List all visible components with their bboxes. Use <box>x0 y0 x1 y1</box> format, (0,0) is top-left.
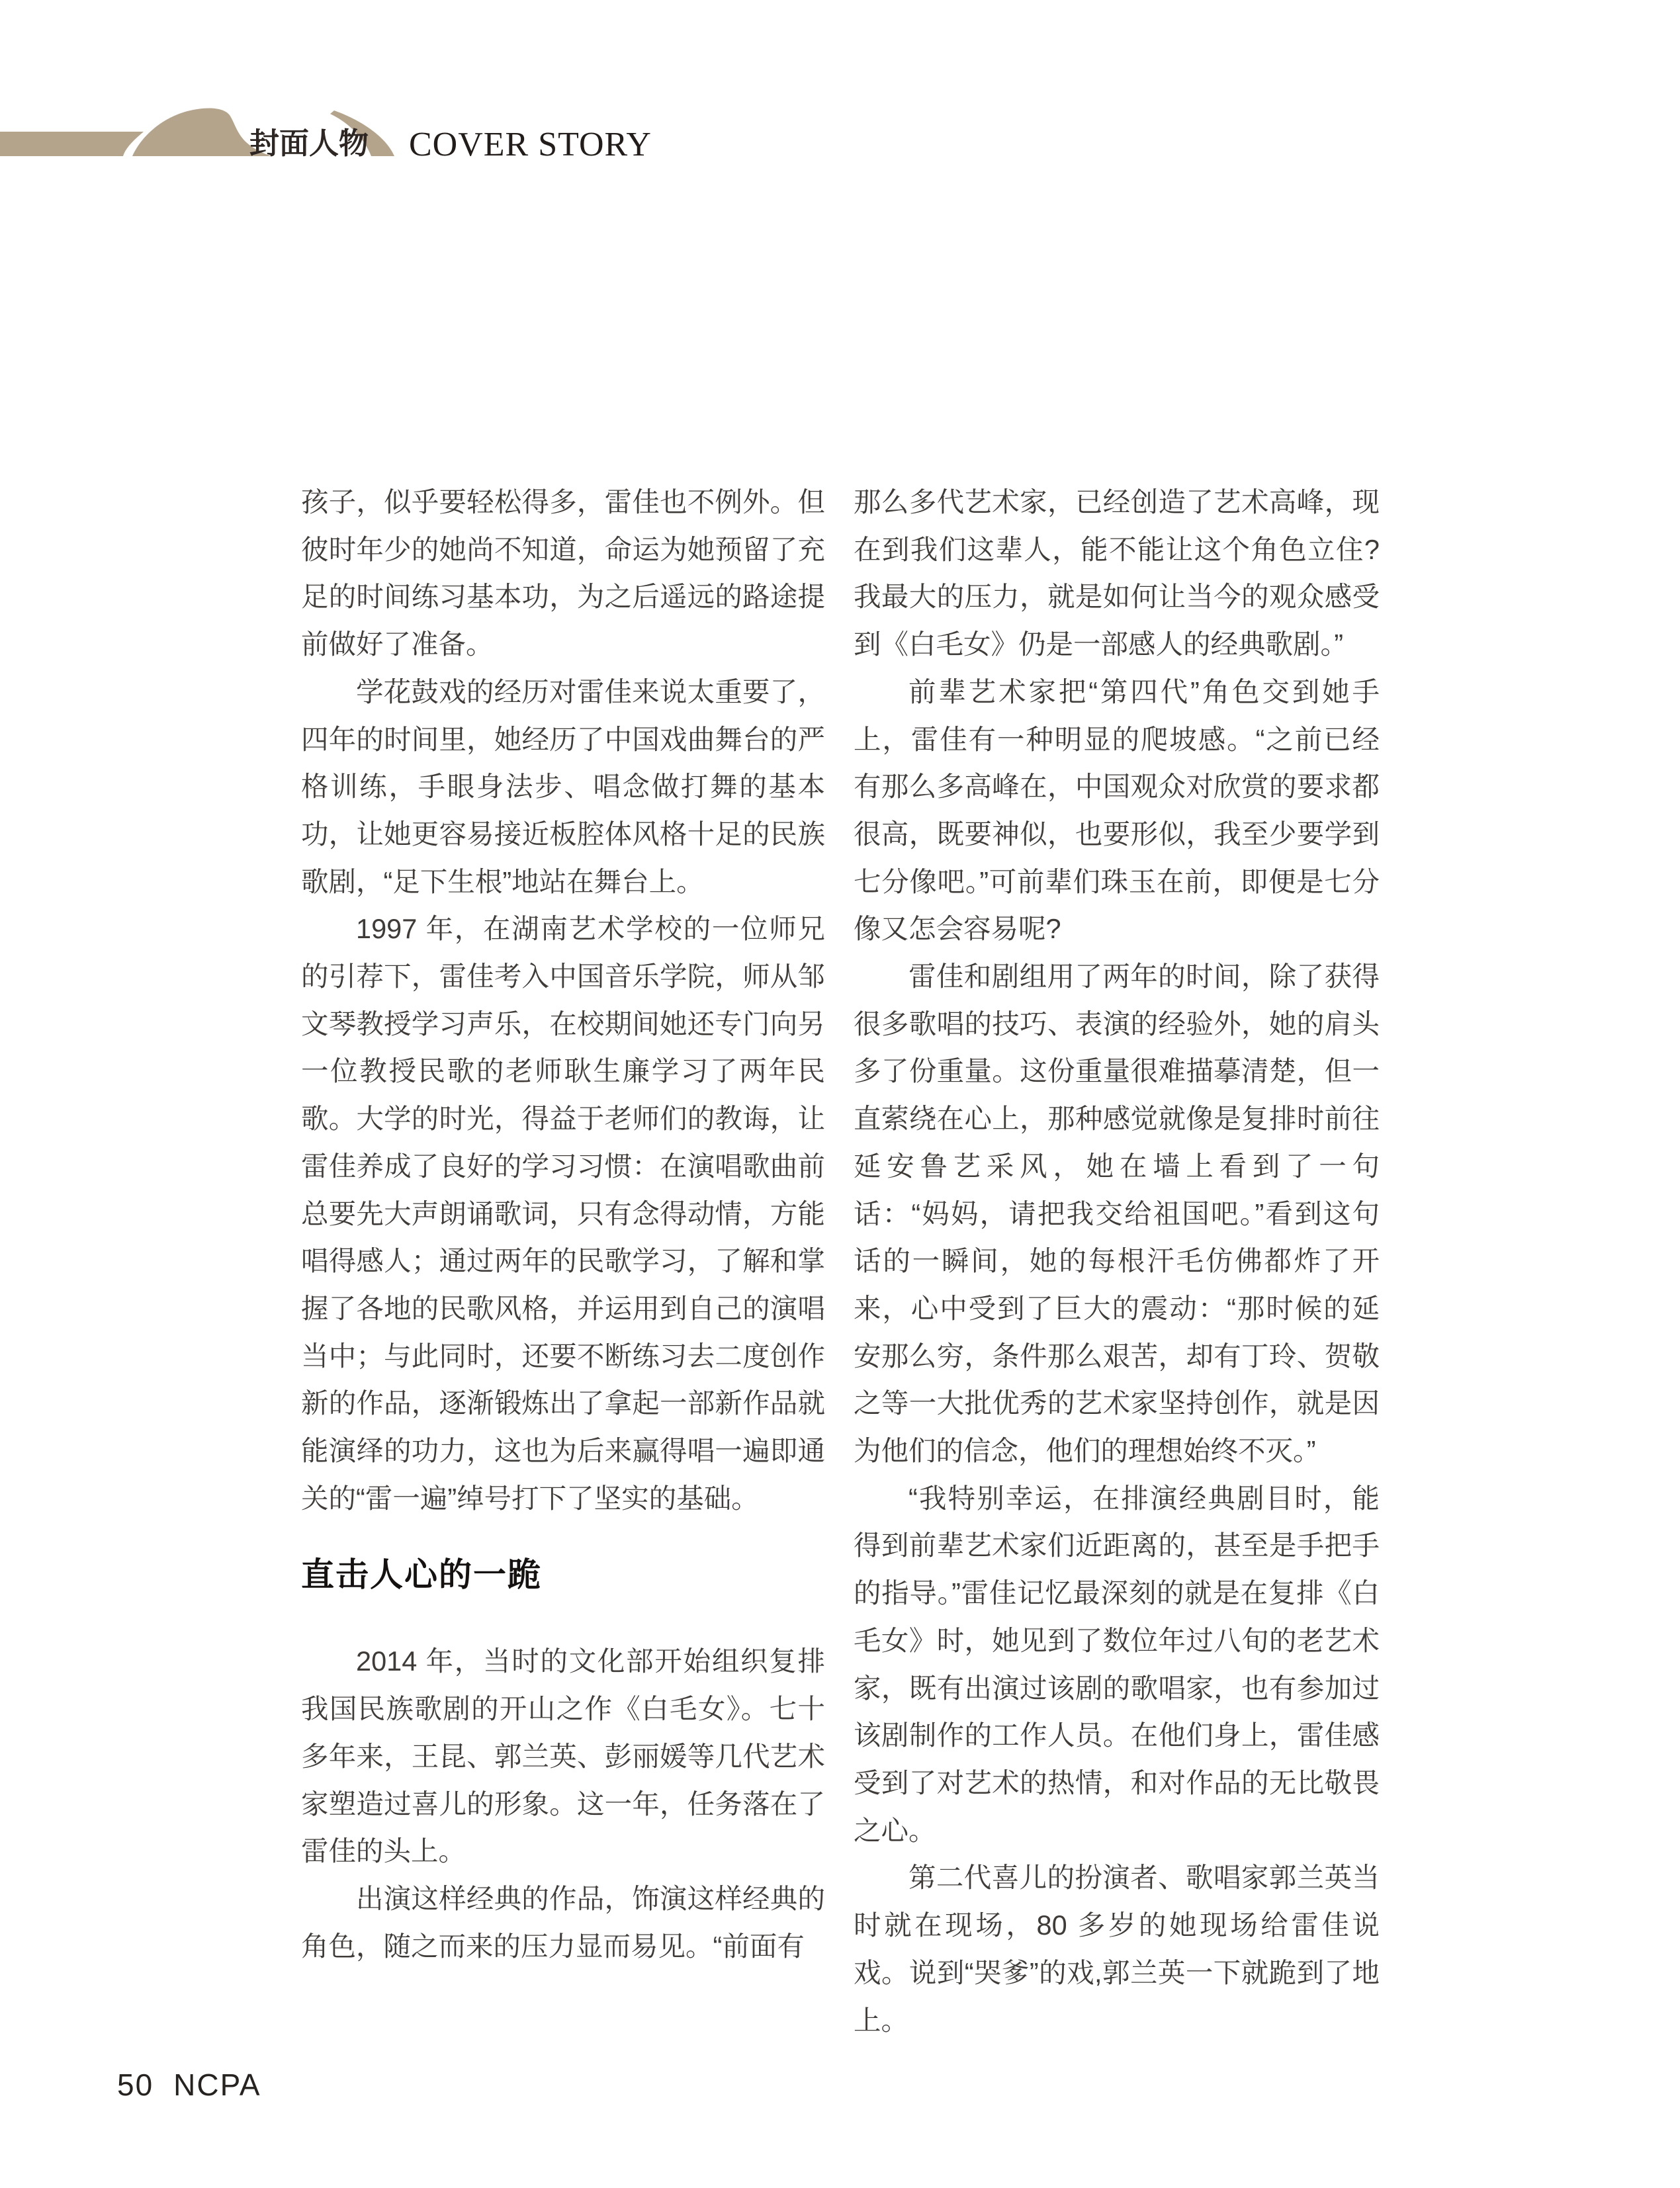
header-bar-shape <box>0 132 144 156</box>
paragraph: 第二代喜儿的扮演者、歌唱家郭兰英当时就在现场，80 多岁的她现场给雷佳说戏。说到“哭爹”的戏,郭兰英一下就跪到了地上。 <box>854 1862 1380 2036</box>
paragraph: 孩子，似乎要轻松得多，雷佳也不例外。但彼时年少的她尚不知道，命运为她预留了充足的时间练习基本功，为之后遥远的路途提前做好了准备。 <box>301 486 825 660</box>
paragraph: 雷佳和剧组用了两年的时间，除了获得很多歌唱的技巧、表演的经验外，她的肩头多了份重量。这份重量很难描摹清楚，但一直萦绕在心上，那种感觉就像是复排时前往延安鲁艺采风，她在墙上看到了一句话：“妈妈，请把我交给祖国吧。”看到这句话的一瞬间，她的每根汗毛仿佛都炸了开来，心中受到了巨大的震动：“那时候的延安那么穷，条件那么艰苦，却有丁玲、贺敬之等一大批优秀的艺术家坚持创作，就是因为他们的信念，他们的理想始终不灭。” <box>854 961 1380 1467</box>
article-column-left <box>301 478 825 1970</box>
section-title-zh: 封面人物 <box>249 126 369 160</box>
page-number: 50 <box>117 2068 154 2102</box>
paragraph: 学花鼓戏的经历对雷佳来说太重要了，四年的时间里，她经历了中国戏曲舞台的严格训练，手眼身法步、唱念做打舞的基本功，让她更容易接近板腔体风格十足的民族歌剧，“足下生根”地站在舞台上。 <box>301 676 825 897</box>
article-column-right <box>854 478 1380 2044</box>
paragraph: 1997 年，在湖南艺术学校的一位师兄的引荐下，雷佳考入中国音乐学院，师从邹文琴教授学习声乐，在校期间她还专门向另一位教授民歌的老师耿生廉学习了两年民歌。大学的时光，得益于老师们的教诲，让雷佳养成了良好的学习习惯：在演唱歌曲前总要先大声朗诵歌词，只有念得动情，方能唱得感人；通过两年的民歌学习，了解和掌握了各地的民歌风格，并运用到自己的演唱当中；与此同时，还要不断练习去二度创作新的作品，逐渐锻炼出了拿起一部新作品就能演绎的功力，这也为后来赢得唱一遍即通关的“雷一遍”绰号打下了坚实的基础。 <box>301 913 825 1514</box>
magazine-brand: NCPA <box>173 2068 261 2102</box>
paragraph: “我特别幸运，在排演经典剧目时，能得到前辈艺术家们近距离的，甚至是手把手的指导。”雷佳记忆最深刻的就是在复排《白毛女》时，她见到了数位年过八旬的老艺术家，既有出演过该剧的歌唱家，也有参加过该剧制作的工作人员。在他们身上，雷佳感受到了对艺术的热情，和对作品的无比敬畏之心。 <box>854 1482 1380 1846</box>
header-ornament <box>0 106 437 185</box>
section-heading: 直击人心的一跪 <box>301 1556 542 1594</box>
paragraph: 2014 年，当时的文化部开始组织复排我国民族歌剧的开山之作《白毛女》。七十多年来，王昆、郭兰英、彭丽媛等几代艺术家塑造过喜儿的形象。这一年，任务落在了雷佳的头上。 <box>301 1645 825 1867</box>
section-title-en: COVER STORY <box>409 126 652 163</box>
paragraph: 出演这样经典的作品，饰演这样经典的角色，随之而来的压力显而易见。“前面有 <box>301 1882 825 1962</box>
page-footer <box>117 2070 261 2100</box>
paragraph: 前辈艺术家把“第四代”角色交到她手上，雷佳有一种明显的爬坡感。“之前已经有那么多高峰在，中国观众对欣赏的要求都很高，既要神似，也要形似，我至少要学到七分像吧。”可前辈们珠玉在前，即便是七分像又怎会容易呢? <box>854 676 1380 945</box>
paragraph: 那么多代艺术家，已经创造了艺术高峰，现在到我们这辈人，能不能让这个角色立住?我最大的压力，就是如何让当今的观众感受到《白毛女》仍是一部感人的经典歌剧。” <box>854 486 1380 660</box>
